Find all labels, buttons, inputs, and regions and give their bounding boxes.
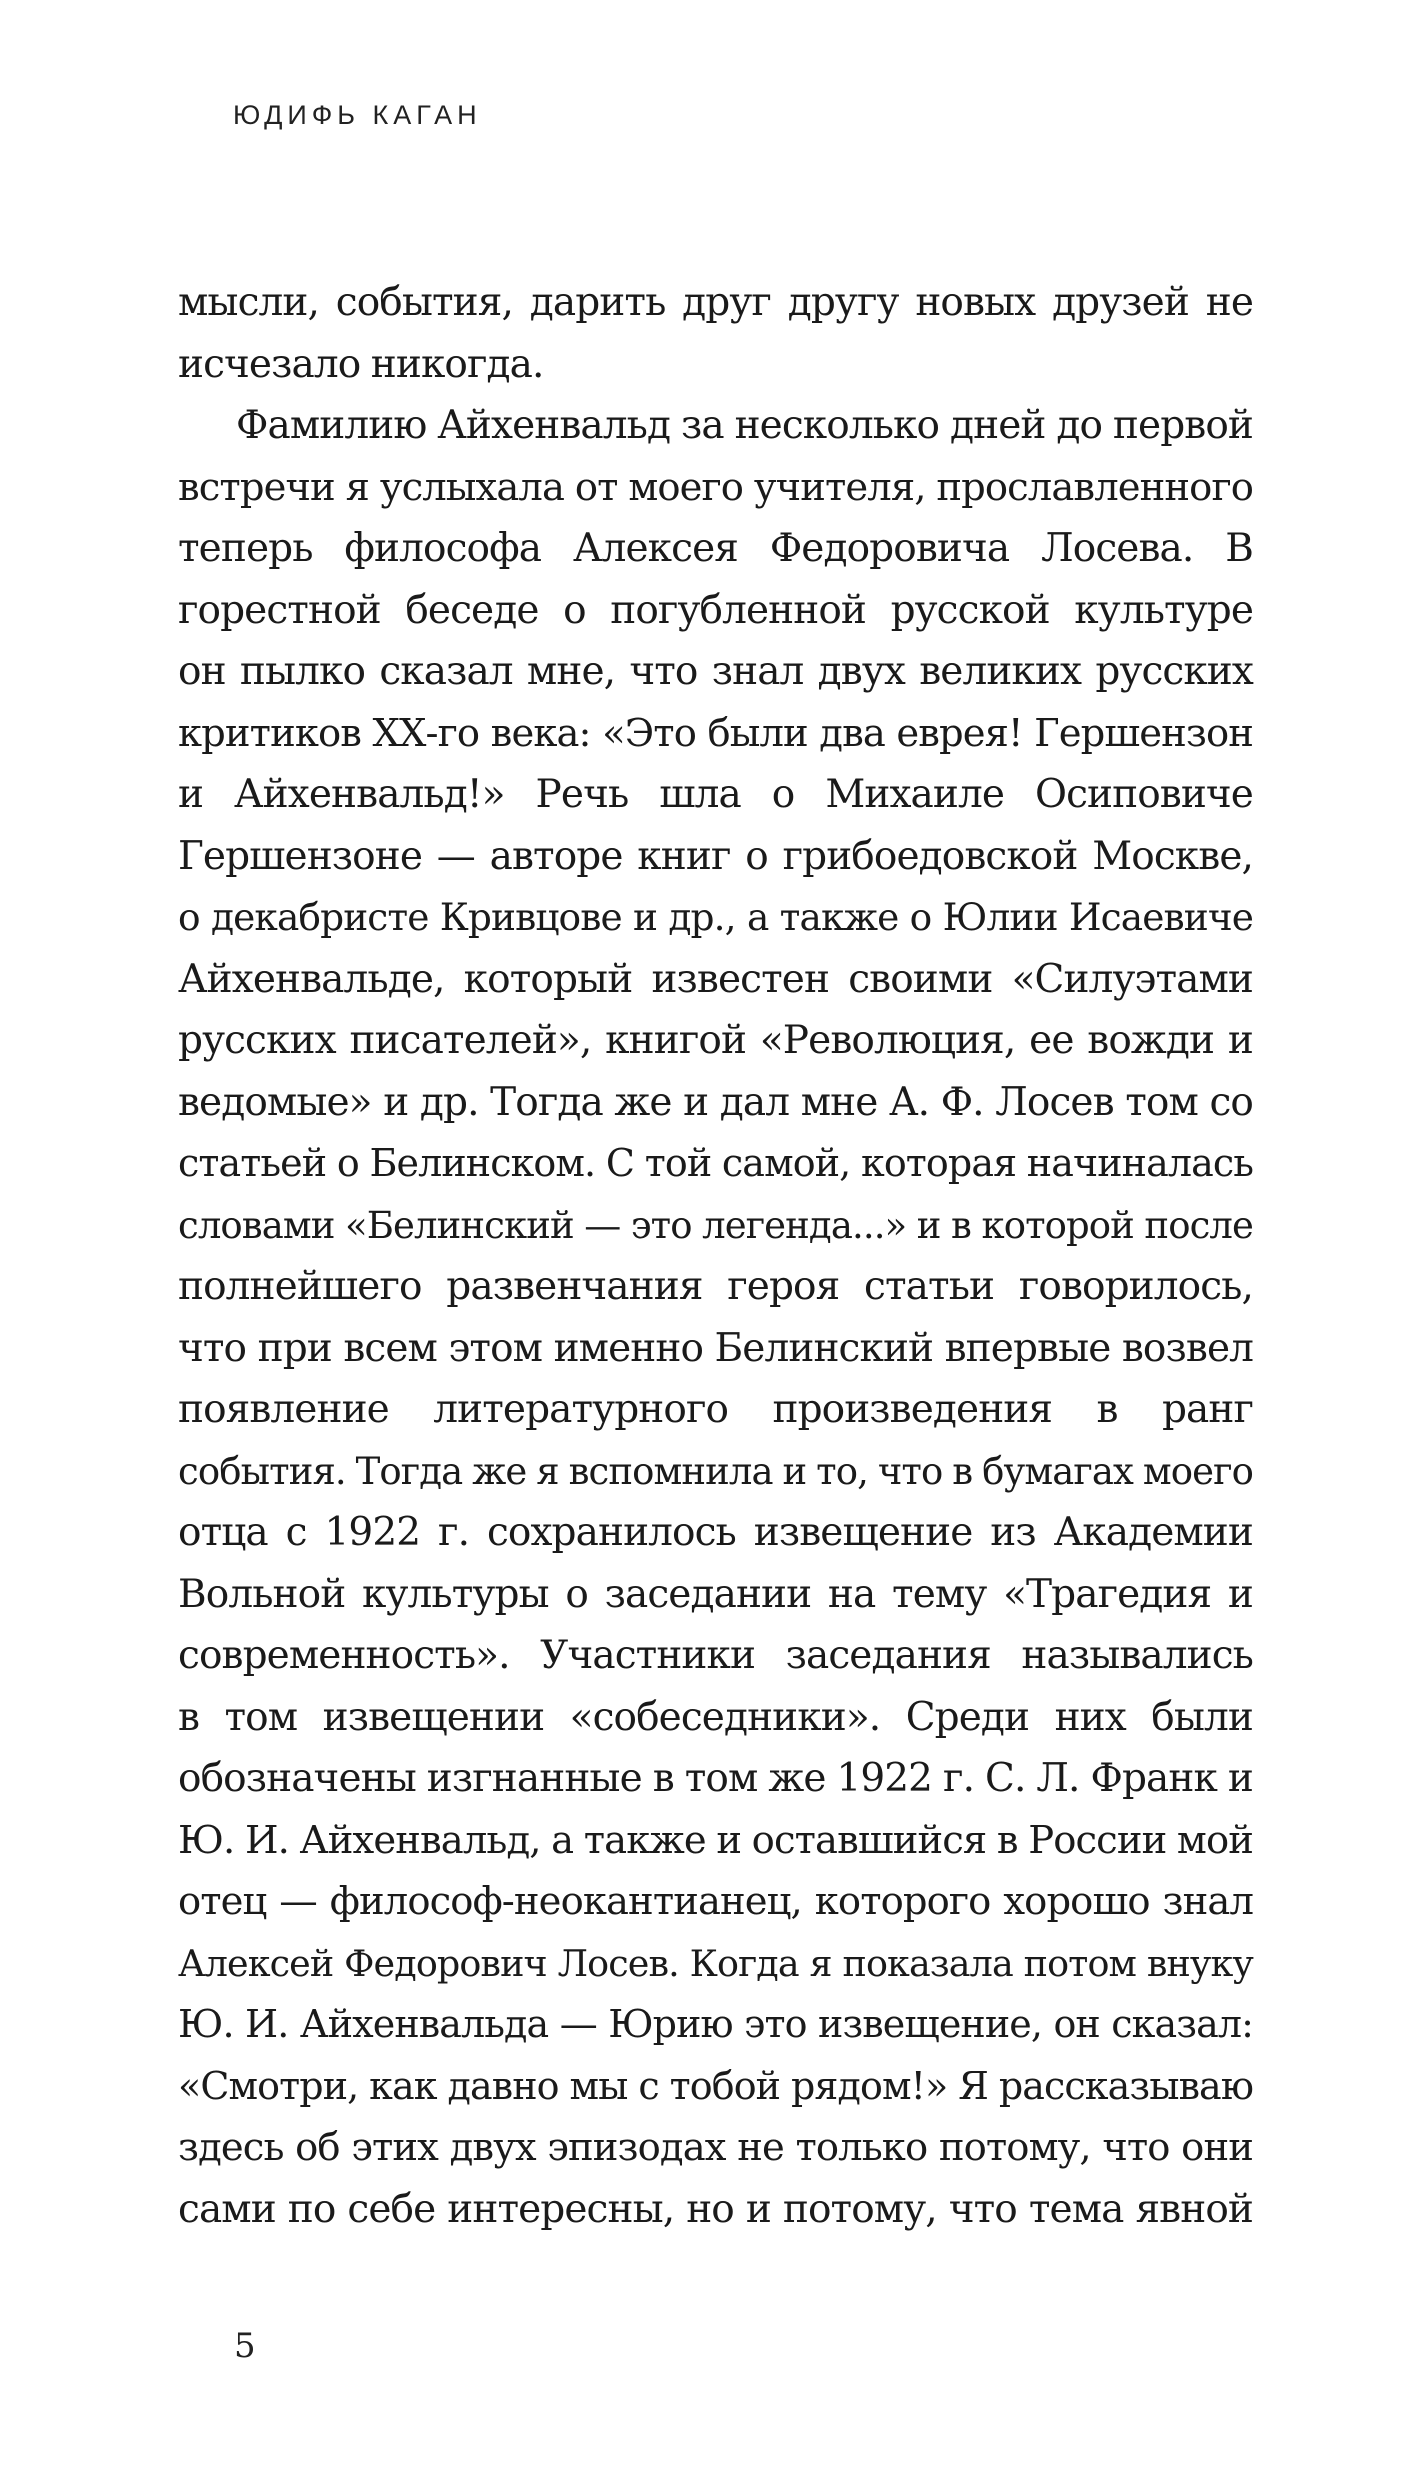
text-line: встречи я услыхала от моего учителя, прославленного xyxy=(178,464,1253,510)
text-line: события. Тогда же я вспомнила и то, что в бумагах моего xyxy=(178,1449,1253,1493)
text-line: Ю. И. Айхенвальд, а также и оставшийся в России мой xyxy=(178,1817,1253,1863)
text-line: русских писателей», книгой «Революция, ее вожди и xyxy=(178,1018,1253,1063)
text-line: о декабристе Кривцове и др., а также о Юлии Исаевиче xyxy=(178,895,1253,939)
text-line: горестной беседе о погубленной русской культуре xyxy=(178,587,1253,633)
text-line: исчезало никогда. xyxy=(178,341,544,387)
text-line: сами по себе интересны, но и потому, что тема явной xyxy=(178,2186,1253,2232)
body-text xyxy=(178,272,1253,2240)
text-line: Алексей Федорович Лосев. Когда я показала потом внуку xyxy=(178,1941,1253,1985)
text-line: Ю. И. Айхенвальда — Юрию это извещение, он сказал: xyxy=(178,2002,1253,2046)
text-line: здесь об этих двух эпизодах не только потому, что они xyxy=(178,2125,1253,2170)
text-line: что при всем этом именно Белинский впервые возвел xyxy=(178,1325,1253,1371)
text-line: и Айхенвальд!» Речь шла о Михаиле Осиповиче xyxy=(178,772,1253,817)
text-line: критиков ХХ-го века: «Это были два еврея! Гершензон xyxy=(178,710,1253,756)
text-line: Айхенвальде, который известен своими «Силуэтами xyxy=(178,956,1253,1002)
page-number: 5 xyxy=(234,2326,256,2366)
text-line: современность». Участники заседания назывались xyxy=(178,1633,1253,1678)
text-line: появление литературного произведения в ранг xyxy=(178,1387,1253,1432)
text-line: «Смотри, как давно мы с тобой рядом!» Я рассказываю xyxy=(178,2063,1253,2108)
running-head: ЮДИФЬ КАГАН xyxy=(233,100,482,130)
text-line: Вольной культуры о заседании на тему «Трагедия и xyxy=(178,1571,1253,1617)
text-line: полнейшего развенчания героя статьи говорилось, xyxy=(178,1264,1253,1309)
text-line: он пылко сказал мне, что знал двух великих русских xyxy=(178,649,1253,694)
text-line: мысли, события, дарить друг другу новых друзей не xyxy=(178,280,1253,325)
text-line: Фамилию Айхенвальд за несколько дней до первой xyxy=(236,403,1253,448)
text-line: словами «Белинский — это легенда...» и в которой после xyxy=(178,1203,1253,1247)
text-line: обозначены изгнанные в том же 1922 г. С. Л. Франк и xyxy=(178,1756,1253,1801)
text-line: теперь философа Алексея Федоровича Лосева. В xyxy=(178,526,1253,571)
text-line: статьей о Белинском. С той самой, которая начиналась xyxy=(178,1141,1253,1185)
text-line: в том извещении «собеседники». Среди них были xyxy=(178,1694,1253,1740)
text-line: Гершензоне — авторе книг о грибоедовской Москве, xyxy=(178,833,1253,879)
text-line: отца с 1922 г. сохранилось извещение из Академии xyxy=(178,1510,1253,1555)
text-line: отец — философ-неокантианец, которого хорошо знал xyxy=(178,1879,1253,1924)
text-line: ведомые» и др. Тогда же и дал мне А. Ф. Лосев том со xyxy=(178,1079,1253,1125)
